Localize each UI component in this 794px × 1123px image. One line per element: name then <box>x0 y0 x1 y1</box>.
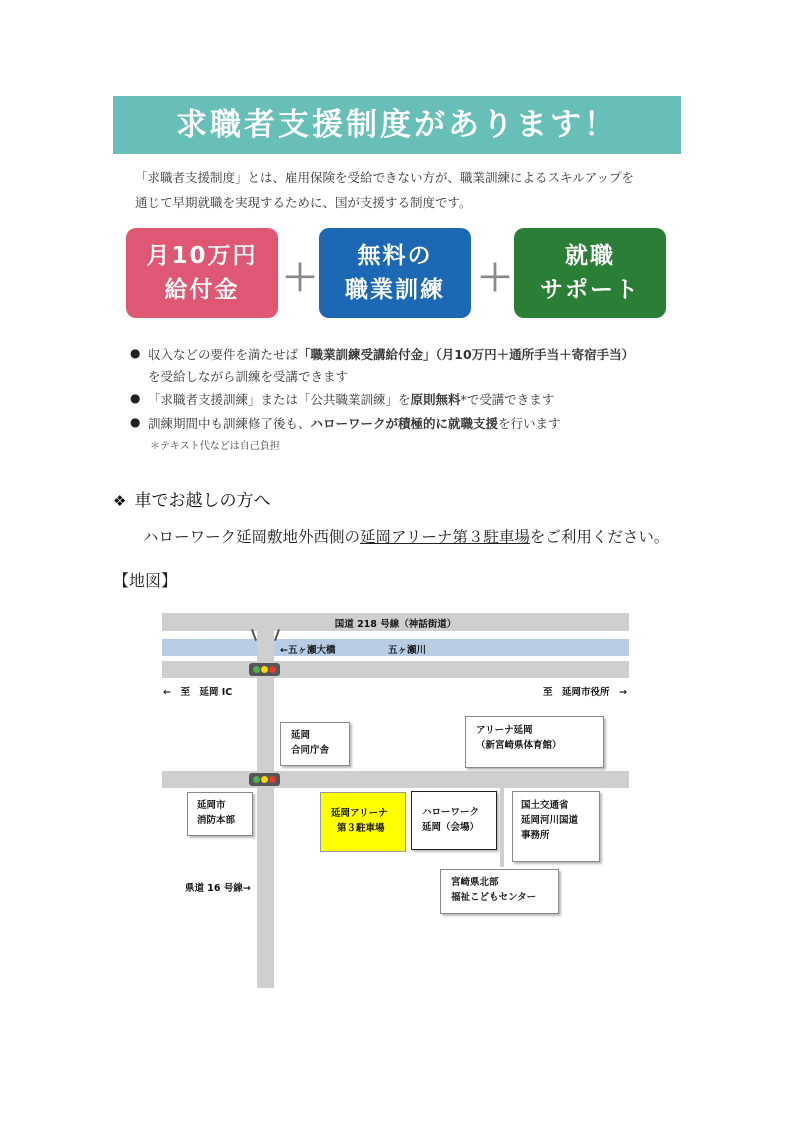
building-label: 福祉こどもセンター <box>451 892 537 903</box>
arena-parking-lot-3 <box>320 792 406 852</box>
river-label: 五ヶ瀬川 <box>388 645 427 656</box>
body-text: をご利用ください。 <box>529 528 670 546</box>
route-218-label: 国道 218 号線（神話街道） <box>334 619 457 630</box>
bullet-text: *で受講できます <box>460 392 555 407</box>
building-fire-department <box>187 792 253 836</box>
building-label: 第３駐車場 <box>337 823 385 834</box>
building-label: 延岡河川国道 <box>521 815 579 826</box>
diamond-icon: ❖ <box>113 492 127 510</box>
signal-lamp <box>253 776 260 783</box>
parking-name: 延岡アリーナ第３駐車場 <box>360 528 530 546</box>
benefit-box-line: 就職 <box>565 243 615 269</box>
bullet-text: 収入などの要件を満たせば <box>148 347 299 362</box>
bullet-text: を行います <box>498 416 561 431</box>
section-heading-text: 車でお越しの方へ <box>134 491 271 511</box>
building-label: 延岡市 <box>197 800 226 811</box>
building-label: 延岡（会場） <box>422 822 480 833</box>
bridge-label: ←五ヶ瀬大橋 <box>280 645 336 656</box>
bullet-bold: 原則無料 <box>410 392 461 407</box>
bullet-bold: 「職業訓練受講給付金」（月10万円＋通所手当＋寄宿手当） <box>298 347 635 362</box>
to-city-hall-label: 至 延岡市役所 → <box>543 687 627 698</box>
bridge <box>257 631 274 661</box>
benefit-box-line: サポート <box>540 277 640 303</box>
building-label: 国土交通省 <box>521 800 569 811</box>
bullet-dot: ● <box>130 391 141 405</box>
body-text: ハローワーク延岡敷地外西側の <box>143 528 361 546</box>
prefectural-road-16 <box>257 661 274 988</box>
plus-sign: ＋ <box>477 258 514 299</box>
building-label: 宮崎県北部 <box>451 877 499 888</box>
bullet-bold: ハローワークが積極的に就職支援 <box>310 416 499 431</box>
traffic-signal-icon <box>249 663 280 676</box>
plus-sign: ＋ <box>282 258 319 299</box>
building-label: アリーナ延岡 <box>476 725 533 736</box>
building-label: 合同庁舎 <box>291 745 330 756</box>
side-road <box>500 788 504 867</box>
building-government-office <box>280 722 350 766</box>
route-16-label: 県道 16 号線→ <box>185 883 251 894</box>
bullet-text: 「求職者支援訓練」または「公共職業訓練」を <box>148 392 411 407</box>
benefit-box-line: 月10万円 <box>146 243 258 269</box>
banner-title: 求職者支援制度があります！ <box>176 107 618 143</box>
building-label: （新宮崎県体育館） <box>476 740 562 751</box>
to-ic-label: ← 至 延岡 IC <box>163 687 233 698</box>
bullet-dot: ● <box>130 415 141 429</box>
east-west-road <box>162 661 629 678</box>
intro-line-2: 通じて早期就職を実現するために、国が支援する制度です。 <box>135 195 472 210</box>
signal-lamp <box>261 666 268 673</box>
map-label: 【地図】 <box>113 571 178 590</box>
east-west-road <box>162 771 629 788</box>
bullet-1-line-2: を受給しながら訓練を受講できます <box>148 369 349 384</box>
bullet-text: 訓練期間中も訓練修了後も、 <box>148 416 311 431</box>
signal-lamp <box>269 776 276 783</box>
benefit-box-line: 給付金 <box>164 277 240 303</box>
bullet-dot: ● <box>130 346 141 360</box>
signal-lamp <box>269 666 276 673</box>
building-label: 事務所 <box>521 830 550 841</box>
building-label: 延岡アリーナ <box>331 808 388 819</box>
benefit-box-line: 無料の <box>357 243 433 269</box>
footnote: ＊テキスト代などは自己負担 <box>150 441 280 452</box>
signal-lamp <box>261 776 268 783</box>
building-label: 消防本部 <box>197 815 236 826</box>
intro-line-1: 「求職者支援制度」とは、雇用保険を受給できない方が、職業訓練によるスキルアップを <box>135 170 635 185</box>
benefit-box-line: 職業訓練 <box>345 277 445 303</box>
building-label: 延岡 <box>291 730 311 741</box>
building-label: ハローワーク <box>422 807 480 818</box>
building-hello-work <box>411 791 497 850</box>
signal-lamp <box>253 666 260 673</box>
building-childrens-center <box>440 869 559 914</box>
building-mlit-office <box>512 791 600 862</box>
traffic-signal-icon <box>249 773 280 786</box>
building-arena <box>465 716 604 768</box>
